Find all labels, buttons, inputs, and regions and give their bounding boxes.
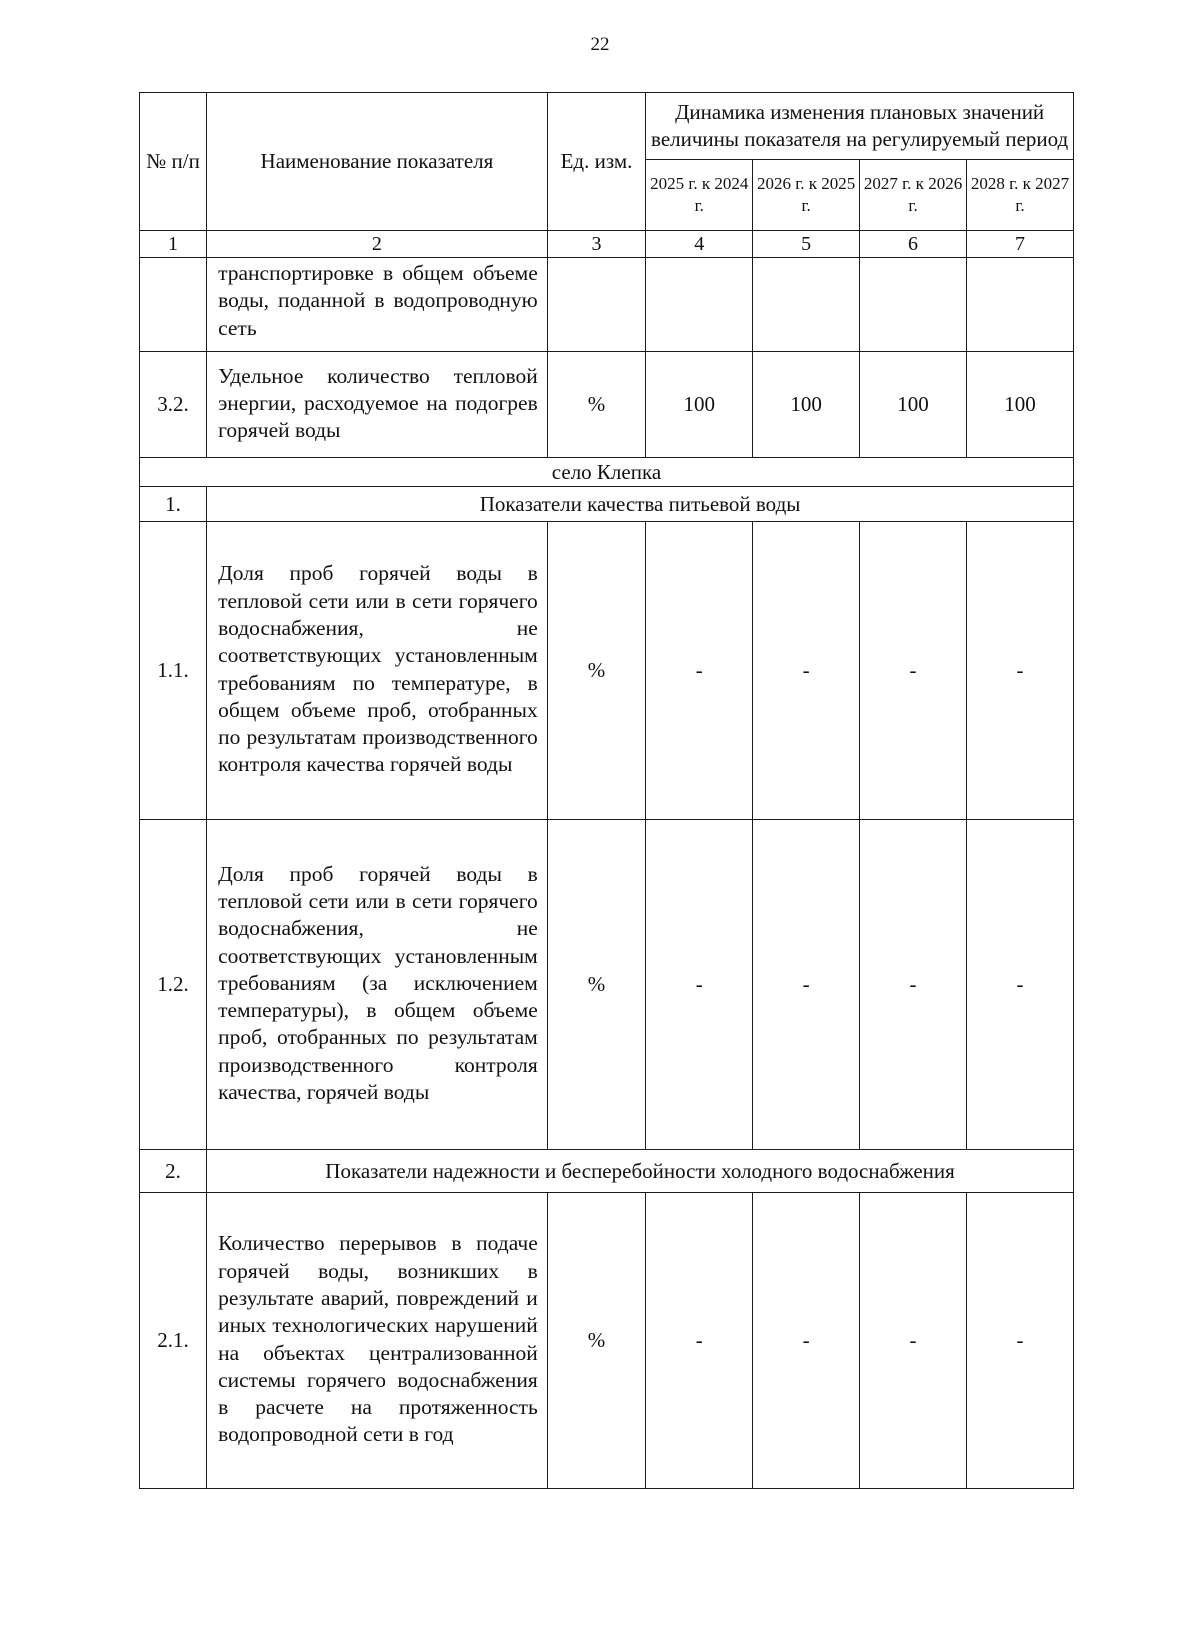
column-number-row bbox=[140, 231, 1074, 258]
value-cell bbox=[753, 258, 860, 352]
table-row bbox=[140, 820, 1074, 1150]
column-number: 1 bbox=[140, 231, 207, 258]
header-year: 2026 г. к 2025 г. bbox=[753, 160, 860, 231]
header-name: Наименование показателя bbox=[207, 93, 548, 231]
value-cell: - bbox=[753, 1193, 860, 1489]
row-number: 1.1. bbox=[140, 522, 207, 820]
header-year: 2027 г. к 2026 г. bbox=[860, 160, 967, 231]
group-row bbox=[140, 487, 1074, 522]
value-cell: - bbox=[860, 522, 967, 820]
value-cell: 100 bbox=[646, 352, 753, 458]
section-row bbox=[140, 458, 1074, 487]
value-cell bbox=[967, 258, 1074, 352]
row-number: 2.1. bbox=[140, 1193, 207, 1489]
unit: % bbox=[547, 820, 646, 1150]
unit bbox=[547, 258, 646, 352]
header-dynamics: Динамика изменения плановых значений величины показателя на регулируемый период bbox=[646, 93, 1074, 160]
value-cell: 100 bbox=[967, 352, 1074, 458]
indicator-name: Удельное количество тепловой энергии, расходуемое на подогрев горячей воды bbox=[207, 352, 548, 458]
table-row bbox=[140, 522, 1074, 820]
indicator-name: транспортировке в общем объеме воды, поданной в водопроводную сеть bbox=[207, 258, 548, 352]
value-cell: - bbox=[753, 522, 860, 820]
value-cell: - bbox=[860, 1193, 967, 1489]
row-number bbox=[140, 258, 207, 352]
value-cell: - bbox=[646, 820, 753, 1150]
group-row bbox=[140, 1150, 1074, 1193]
column-number: 5 bbox=[753, 231, 860, 258]
column-number: 7 bbox=[967, 231, 1074, 258]
unit: % bbox=[547, 522, 646, 820]
value-cell: 100 bbox=[860, 352, 967, 458]
column-number: 6 bbox=[860, 231, 967, 258]
unit: % bbox=[547, 1193, 646, 1489]
value-cell: - bbox=[646, 522, 753, 820]
header-year: 2025 г. к 2024 г. bbox=[646, 160, 753, 231]
row-number: 1.2. bbox=[140, 820, 207, 1150]
indicators-table bbox=[139, 92, 1074, 1489]
table-row bbox=[140, 258, 1074, 352]
group-title: Показатели надежности и бесперебойности холодного водоснабжения bbox=[207, 1150, 1074, 1193]
value-cell: - bbox=[646, 1193, 753, 1489]
value-cell bbox=[860, 258, 967, 352]
group-number: 2. bbox=[140, 1150, 207, 1193]
header-year: 2028 г. к 2027 г. bbox=[967, 160, 1074, 231]
group-title: Показатели качества питьевой воды bbox=[207, 487, 1074, 522]
value-cell: - bbox=[860, 820, 967, 1150]
value-cell: - bbox=[967, 1193, 1074, 1489]
value-cell bbox=[646, 258, 753, 352]
indicator-name: Доля проб горячей воды в тепловой сети или в сети горячего водоснабжения, не соответствующих установленным требованиям по температуре, в общем объеме проб, отобранных по результатам производственного контроля качества горячей воды bbox=[207, 522, 548, 820]
header-unit: Ед. изм. bbox=[547, 93, 646, 231]
header-num: № п/п bbox=[140, 93, 207, 231]
column-number: 3 bbox=[547, 231, 646, 258]
section-title: село Клепка bbox=[140, 458, 1074, 487]
group-number: 1. bbox=[140, 487, 207, 522]
value-cell: - bbox=[753, 820, 860, 1150]
row-number: 3.2. bbox=[140, 352, 207, 458]
indicator-name: Доля проб горячей воды в тепловой сети или в сети горячего водоснабжения, не соответствующих установленным требованиям (за исключением температуры), в общем объеме проб, отобранных по результатам производственного контроля качества, горячей воды bbox=[207, 820, 548, 1150]
value-cell: 100 bbox=[753, 352, 860, 458]
header-row-1 bbox=[140, 93, 1074, 160]
value-cell: - bbox=[967, 522, 1074, 820]
column-number: 4 bbox=[646, 231, 753, 258]
indicator-name: Количество перерывов в подаче горячей воды, возникших в результате аварий, повреждений и иных технологических нарушений на объектах централизованной системы горячего водоснабжения в расчете на протяженность водопроводной сети в год bbox=[207, 1193, 548, 1489]
page-number: 22 bbox=[590, 34, 610, 55]
column-number: 2 bbox=[207, 231, 548, 258]
unit: % bbox=[547, 352, 646, 458]
table-row bbox=[140, 1193, 1074, 1489]
table-row bbox=[140, 352, 1074, 458]
value-cell: - bbox=[967, 820, 1074, 1150]
